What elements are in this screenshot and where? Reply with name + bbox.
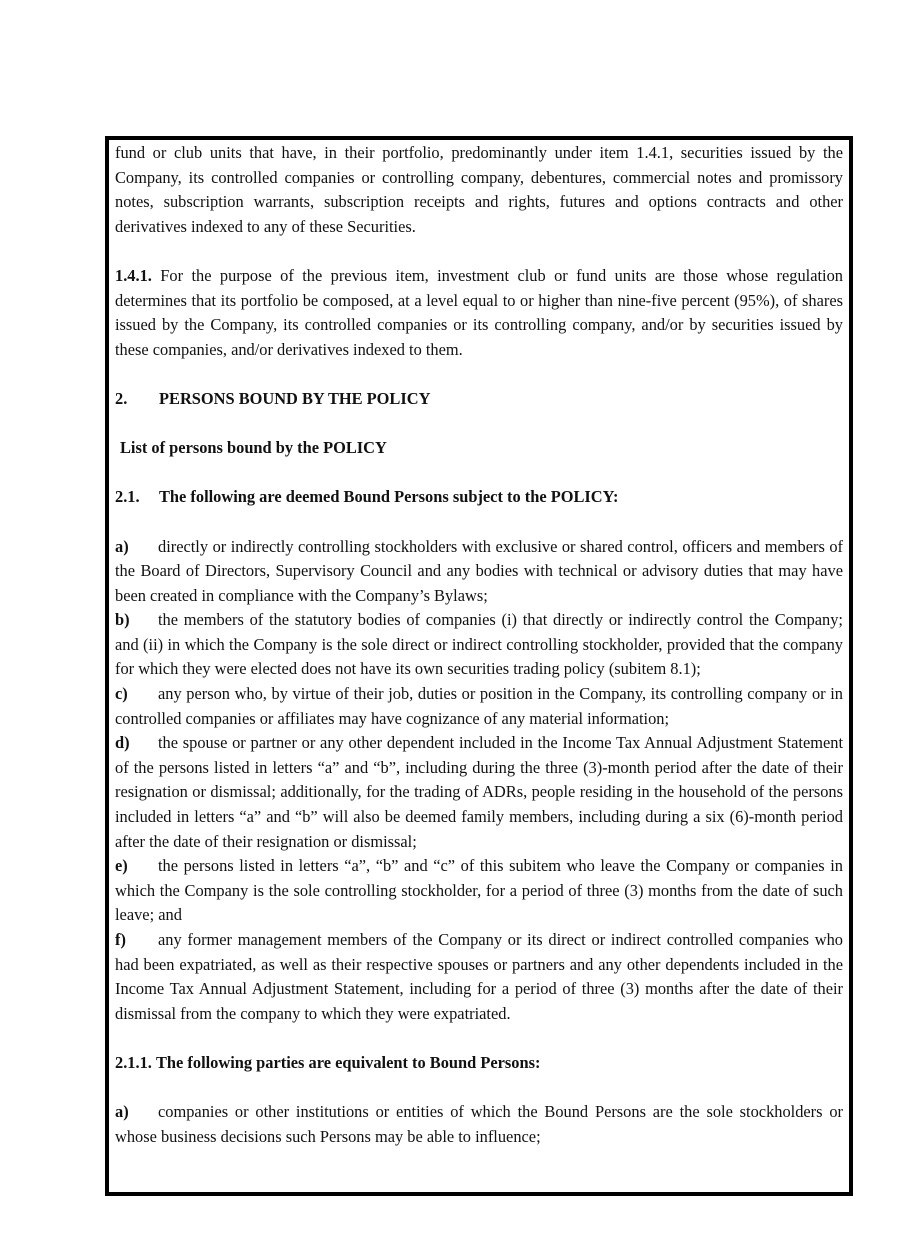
item-2-1-number: 2.1. <box>115 487 140 507</box>
intro-paragraph: fund or club units that have, in their portfolio, predominantly under item 1.4.1, securities issued by the Company, its controlled companies or controlling company, debentures, commercial notes and promissory notes, subscription warrants, subscription receipts and rights, futures and options contracts and other derivatives indexed to any of these Securities. <box>115 143 843 236</box>
list-item-text: the persons listed in letters “a”, “b” and “c” of this subitem who leave the Company or companies in which the Company is the sole controlling stockholder, for a period of three (3) months from the date of such leave; and <box>115 856 843 925</box>
list-item-label: c) <box>115 684 128 704</box>
item-1-4-1-text: For the purpose of the previous item, investment club or fund units are those whose regulation determines that its portfolio be composed, at a level equal to or higher than nine-five percent (95%), of shares issued by the Company, its controlled companies or its controlling company, and/or by securities issued by these companies, and/or derivatives indexed to them. <box>115 265 843 359</box>
item-2-1-1-number: 2.1.1. <box>115 1052 152 1072</box>
list-item-label: f) <box>115 930 126 949</box>
list-item-2-1-c <box>115 682 843 731</box>
list-item-2-1-a <box>115 535 843 609</box>
list-item-label: a) <box>115 1102 129 1122</box>
list-item-label: a) <box>115 536 129 556</box>
item-2-1-1-heading <box>115 1051 843 1076</box>
list-item-label: b) <box>115 610 130 630</box>
list-item-text: the members of the statutory bodies of companies (i) that directly or indirectly control the Company; and (ii) in which the Company is the sole direct or indirect controlling stockholder, provided that the company for which they were elected does not have its own securities trading policy (subitem 8.1); <box>115 610 843 679</box>
list-item-text: any person who, by virtue of their job, duties or position in the Company, its controlling company or in controlled companies or affiliates may have cognizance of any material information; <box>115 684 843 728</box>
item-1-4-1-number: 1.4.1. <box>115 265 152 285</box>
document-body <box>115 141 843 1149</box>
list-item-2-1-e <box>115 854 843 928</box>
list-item-text: directly or indirectly controlling stockholders with exclusive or shared control, officers and members of the Board of Directors, Supervisory Council and any bodies with technical or advisory duties that may have been created in compliance with the Company’s Bylaws; <box>115 536 843 605</box>
section-2-number: 2. <box>115 388 128 408</box>
list-item-2-1-d <box>115 731 843 854</box>
item-2-1-title: The following are deemed Bound Persons subject to the POLICY: <box>159 487 619 507</box>
section-2-heading <box>115 387 843 412</box>
list-item-label: d) <box>115 733 130 753</box>
section-2-title: PERSONS BOUND BY THE POLICY <box>159 388 431 408</box>
list-item-text: the spouse or partner or any other dependent included in the Income Tax Annual Adjustment Statement of the persons listed in letters “a” and “b”, including during the three (3)-month period after the date of their resignation or dismissal; additionally, for the trading of ADRs, people residing in the household of the persons included in letters “a” and “b” will also be deemed family members, including during a six (6)-month period after the date of their resignation or dismissal; <box>115 733 843 851</box>
list-item-text: any former management members of the Company or its direct or indirect controlled companies who had been expatriated, as well as their respective spouses or partners and any other dependents included in the Income Tax Annual Adjustment Statement, including for a period of three (3) months after the date of their dismissal from the company to which they were expatriated. <box>115 930 843 1023</box>
list-item-2-1-1-a <box>115 1100 843 1149</box>
list-item-label: e) <box>115 856 128 876</box>
section-2-subtitle: List of persons bound by the POLICY <box>120 438 387 458</box>
item-1-4-1-paragraph <box>115 264 843 362</box>
list-item-text: companies or other institutions or entities of which the Bound Persons are the sole stockholders or whose business decisions such Persons may be able to influence; <box>115 1102 843 1146</box>
list-item-2-1-f <box>115 928 843 1026</box>
item-2-1-heading <box>115 485 843 510</box>
item-2-1-1-title: The following parties are equivalent to Bound Persons: <box>156 1052 541 1072</box>
list-item-2-1-b <box>115 608 843 682</box>
